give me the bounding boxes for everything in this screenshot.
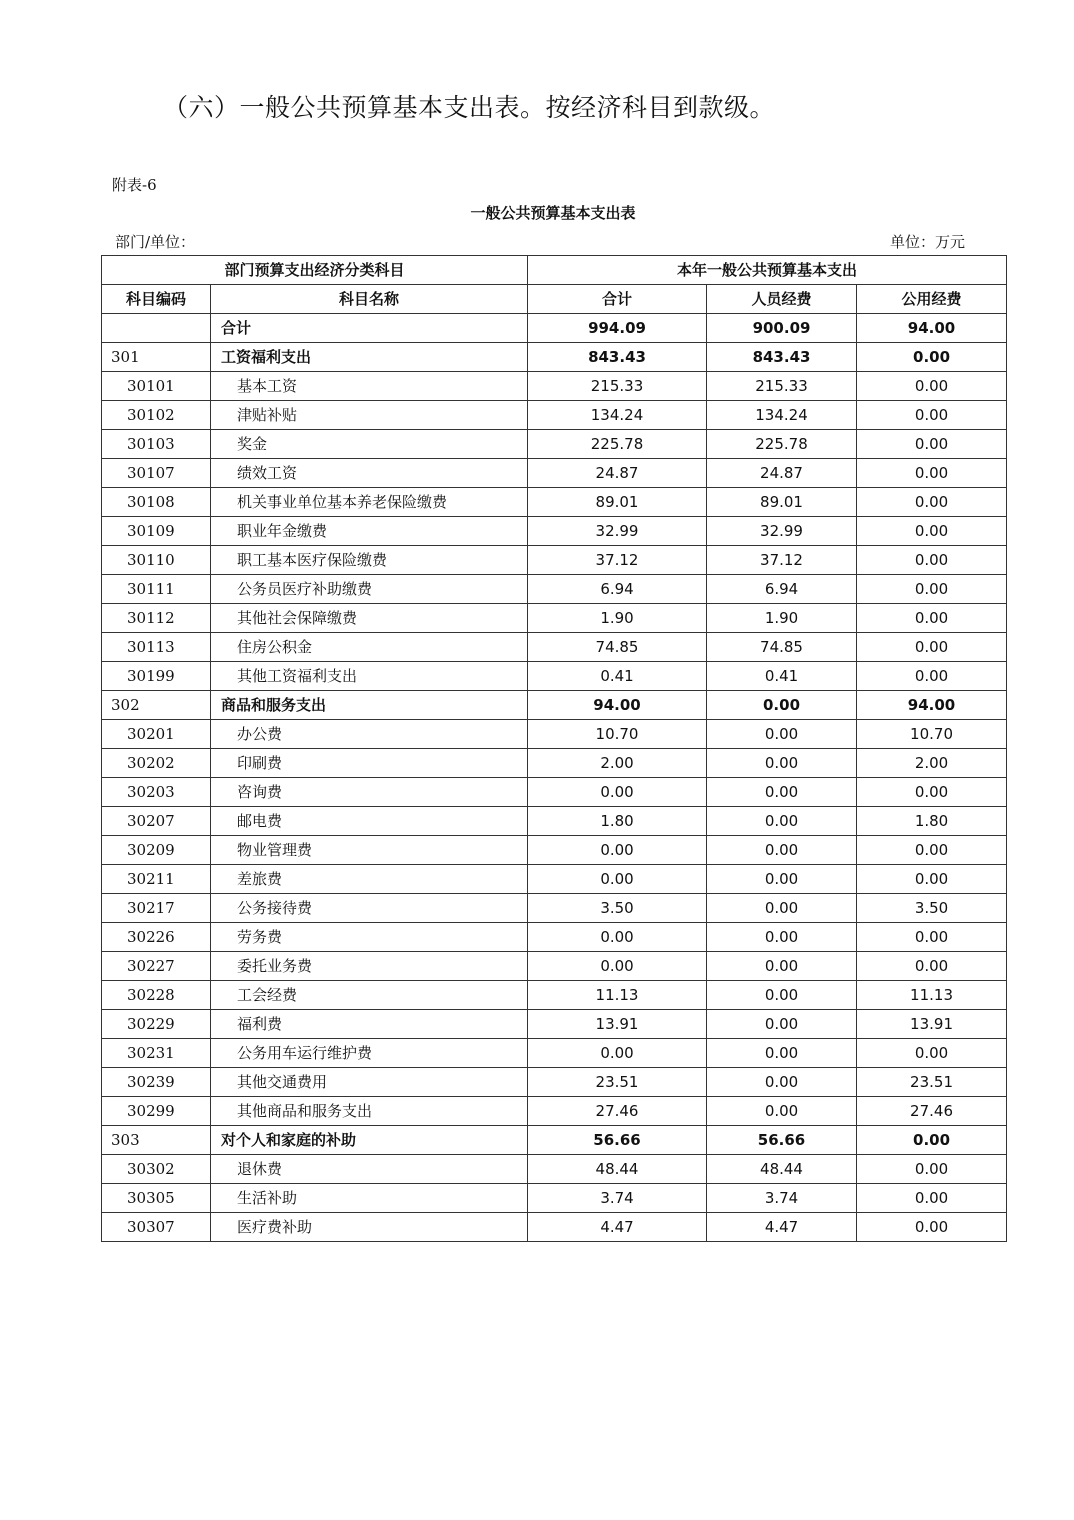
header-public: 公用经费 <box>857 285 1007 314</box>
row-name: 办公费 <box>211 720 528 749</box>
table-row <box>102 604 1007 633</box>
row-personnel: 0.00 <box>707 691 857 720</box>
row-personnel: 0.41 <box>707 662 857 691</box>
row-name: 基本工资 <box>211 372 528 401</box>
row-public: 0.00 <box>857 836 1007 865</box>
row-public: 0.00 <box>857 1155 1007 1184</box>
row-code: 30108 <box>102 488 211 517</box>
row-personnel: 56.66 <box>707 1126 857 1155</box>
row-personnel: 900.09 <box>707 314 857 343</box>
row-name: 对个人和家庭的补助 <box>211 1126 528 1155</box>
table-row <box>102 778 1007 807</box>
row-code: 30217 <box>102 894 211 923</box>
table-row <box>102 546 1007 575</box>
row-personnel: 215.33 <box>707 372 857 401</box>
row-name: 公务接待费 <box>211 894 528 923</box>
table-row <box>102 952 1007 981</box>
row-public: 1.80 <box>857 807 1007 836</box>
row-public: 0.00 <box>857 778 1007 807</box>
row-total: 134.24 <box>528 401 707 430</box>
row-public: 0.00 <box>857 923 1007 952</box>
row-personnel: 0.00 <box>707 952 857 981</box>
table-row <box>102 633 1007 662</box>
row-code: 302 <box>102 691 211 720</box>
table-row <box>102 430 1007 459</box>
row-code: 30112 <box>102 604 211 633</box>
row-code: 30207 <box>102 807 211 836</box>
row-public: 0.00 <box>857 604 1007 633</box>
row-code: 30226 <box>102 923 211 952</box>
row-public: 94.00 <box>857 691 1007 720</box>
table-row <box>102 314 1007 343</box>
row-public: 0.00 <box>857 865 1007 894</box>
row-total: 32.99 <box>528 517 707 546</box>
row-personnel: 24.87 <box>707 459 857 488</box>
row-total: 11.13 <box>528 981 707 1010</box>
page-heading: （六）一般公共预算基本支出表。按经济科目到款级。 <box>163 93 776 122</box>
row-name: 其他工资福利支出 <box>211 662 528 691</box>
row-total: 48.44 <box>528 1155 707 1184</box>
row-name: 差旅费 <box>211 865 528 894</box>
table-row <box>102 488 1007 517</box>
row-name: 生活补助 <box>211 1184 528 1213</box>
row-name: 劳务费 <box>211 923 528 952</box>
row-total: 0.00 <box>528 836 707 865</box>
row-public: 27.46 <box>857 1097 1007 1126</box>
row-code: 30227 <box>102 952 211 981</box>
row-code: 301 <box>102 343 211 372</box>
table-row <box>102 1097 1007 1126</box>
department-label: 部门/单位： <box>115 233 196 251</box>
row-code: 30102 <box>102 401 211 430</box>
row-name: 物业管理费 <box>211 836 528 865</box>
row-total: 2.00 <box>528 749 707 778</box>
row-name: 其他交通费用 <box>211 1068 528 1097</box>
row-personnel: 843.43 <box>707 343 857 372</box>
row-public: 0.00 <box>857 343 1007 372</box>
row-personnel: 0.00 <box>707 778 857 807</box>
header-economic-category: 部门预算支出经济分类科目 <box>102 256 528 285</box>
row-total: 215.33 <box>528 372 707 401</box>
table-row <box>102 459 1007 488</box>
row-public: 13.91 <box>857 1010 1007 1039</box>
row-code: 30307 <box>102 1213 211 1242</box>
row-name: 商品和服务支出 <box>211 691 528 720</box>
header-row-group <box>102 256 1007 285</box>
row-code: 30199 <box>102 662 211 691</box>
row-code <box>102 314 211 343</box>
table-row <box>102 401 1007 430</box>
row-total: 225.78 <box>528 430 707 459</box>
row-total: 0.00 <box>528 952 707 981</box>
row-public: 0.00 <box>857 401 1007 430</box>
row-total: 3.74 <box>528 1184 707 1213</box>
row-public: 0.00 <box>857 1126 1007 1155</box>
table-row <box>102 517 1007 546</box>
row-name: 医疗费补助 <box>211 1213 528 1242</box>
row-code: 30239 <box>102 1068 211 1097</box>
row-total: 0.00 <box>528 865 707 894</box>
row-total: 56.66 <box>528 1126 707 1155</box>
row-total: 4.47 <box>528 1213 707 1242</box>
annex-label: 附表-6 <box>112 176 157 194</box>
row-total: 23.51 <box>528 1068 707 1097</box>
row-public: 0.00 <box>857 1184 1007 1213</box>
table-row <box>102 1068 1007 1097</box>
row-public: 0.00 <box>857 662 1007 691</box>
table-row <box>102 836 1007 865</box>
row-name: 公务用车运行维护费 <box>211 1039 528 1068</box>
row-personnel: 0.00 <box>707 1039 857 1068</box>
row-personnel: 0.00 <box>707 894 857 923</box>
row-code: 30231 <box>102 1039 211 1068</box>
table-row <box>102 1039 1007 1068</box>
row-public: 0.00 <box>857 517 1007 546</box>
table-row <box>102 807 1007 836</box>
header-code: 科目编码 <box>102 285 211 314</box>
row-total: 0.00 <box>528 923 707 952</box>
row-personnel: 0.00 <box>707 1097 857 1126</box>
row-total: 843.43 <box>528 343 707 372</box>
row-personnel: 0.00 <box>707 807 857 836</box>
table-row <box>102 372 1007 401</box>
header-row-columns <box>102 285 1007 314</box>
row-public: 0.00 <box>857 430 1007 459</box>
row-total: 1.80 <box>528 807 707 836</box>
row-code: 303 <box>102 1126 211 1155</box>
row-name: 机关事业单位基本养老保险缴费 <box>211 488 528 517</box>
table-row <box>102 1126 1007 1155</box>
row-name: 津贴补贴 <box>211 401 528 430</box>
row-total: 1.90 <box>528 604 707 633</box>
row-name: 其他社会保障缴费 <box>211 604 528 633</box>
row-public: 0.00 <box>857 488 1007 517</box>
row-code: 30305 <box>102 1184 211 1213</box>
row-public: 10.70 <box>857 720 1007 749</box>
row-name: 合计 <box>211 314 528 343</box>
row-public: 11.13 <box>857 981 1007 1010</box>
table-row <box>102 749 1007 778</box>
row-personnel: 225.78 <box>707 430 857 459</box>
row-public: 3.50 <box>857 894 1007 923</box>
row-code: 30229 <box>102 1010 211 1039</box>
row-name: 奖金 <box>211 430 528 459</box>
row-code: 30203 <box>102 778 211 807</box>
row-personnel: 134.24 <box>707 401 857 430</box>
table-row <box>102 1155 1007 1184</box>
row-name: 职业年金缴费 <box>211 517 528 546</box>
table-row <box>102 1213 1007 1242</box>
row-personnel: 4.47 <box>707 1213 857 1242</box>
row-name: 工资福利支出 <box>211 343 528 372</box>
row-personnel: 0.00 <box>707 720 857 749</box>
header-personnel: 人员经费 <box>707 285 857 314</box>
row-public: 0.00 <box>857 575 1007 604</box>
row-name: 工会经费 <box>211 981 528 1010</box>
row-personnel: 48.44 <box>707 1155 857 1184</box>
row-total: 3.50 <box>528 894 707 923</box>
row-public: 23.51 <box>857 1068 1007 1097</box>
budget-table <box>101 255 1007 1242</box>
table-row <box>102 720 1007 749</box>
row-total: 74.85 <box>528 633 707 662</box>
row-name: 公务员医疗补助缴费 <box>211 575 528 604</box>
row-personnel: 0.00 <box>707 836 857 865</box>
row-name: 退休费 <box>211 1155 528 1184</box>
row-total: 0.00 <box>528 778 707 807</box>
row-personnel: 32.99 <box>707 517 857 546</box>
table-row <box>102 691 1007 720</box>
row-total: 27.46 <box>528 1097 707 1126</box>
row-public: 0.00 <box>857 372 1007 401</box>
table-row <box>102 343 1007 372</box>
row-personnel: 37.12 <box>707 546 857 575</box>
row-name: 其他商品和服务支出 <box>211 1097 528 1126</box>
row-code: 30202 <box>102 749 211 778</box>
row-code: 30211 <box>102 865 211 894</box>
row-total: 89.01 <box>528 488 707 517</box>
row-total: 0.41 <box>528 662 707 691</box>
row-personnel: 89.01 <box>707 488 857 517</box>
row-total: 24.87 <box>528 459 707 488</box>
row-name: 住房公积金 <box>211 633 528 662</box>
table-row <box>102 981 1007 1010</box>
row-total: 994.09 <box>528 314 707 343</box>
row-code: 30299 <box>102 1097 211 1126</box>
row-total: 13.91 <box>528 1010 707 1039</box>
row-personnel: 74.85 <box>707 633 857 662</box>
row-public: 0.00 <box>857 546 1007 575</box>
row-total: 6.94 <box>528 575 707 604</box>
row-public: 0.00 <box>857 1213 1007 1242</box>
row-total: 0.00 <box>528 1039 707 1068</box>
unit-label: 单位：万元 <box>890 233 966 251</box>
row-name: 委托业务费 <box>211 952 528 981</box>
row-personnel: 0.00 <box>707 1068 857 1097</box>
row-personnel: 0.00 <box>707 981 857 1010</box>
table-row <box>102 575 1007 604</box>
header-name: 科目名称 <box>211 285 528 314</box>
row-code: 30103 <box>102 430 211 459</box>
row-code: 30228 <box>102 981 211 1010</box>
row-code: 30110 <box>102 546 211 575</box>
row-name: 职工基本医疗保险缴费 <box>211 546 528 575</box>
row-code: 30302 <box>102 1155 211 1184</box>
row-personnel: 0.00 <box>707 923 857 952</box>
row-code: 30209 <box>102 836 211 865</box>
row-name: 邮电费 <box>211 807 528 836</box>
row-personnel: 6.94 <box>707 575 857 604</box>
row-personnel: 1.90 <box>707 604 857 633</box>
row-name: 印刷费 <box>211 749 528 778</box>
table-row <box>102 865 1007 894</box>
row-public: 2.00 <box>857 749 1007 778</box>
row-personnel: 0.00 <box>707 865 857 894</box>
row-code: 30107 <box>102 459 211 488</box>
row-total: 10.70 <box>528 720 707 749</box>
row-code: 30201 <box>102 720 211 749</box>
table-row <box>102 1010 1007 1039</box>
table-row <box>102 923 1007 952</box>
table-title: 一般公共预算基本支出表 <box>470 204 636 222</box>
row-personnel: 3.74 <box>707 1184 857 1213</box>
row-name: 绩效工资 <box>211 459 528 488</box>
row-code: 30113 <box>102 633 211 662</box>
header-basic-expenditure: 本年一般公共预算基本支出 <box>528 256 1007 285</box>
table-row <box>102 1184 1007 1213</box>
row-code: 30111 <box>102 575 211 604</box>
row-name: 咨询费 <box>211 778 528 807</box>
row-public: 0.00 <box>857 459 1007 488</box>
row-code: 30101 <box>102 372 211 401</box>
row-total: 37.12 <box>528 546 707 575</box>
row-public: 0.00 <box>857 633 1007 662</box>
row-name: 福利费 <box>211 1010 528 1039</box>
table-row <box>102 894 1007 923</box>
row-code: 30109 <box>102 517 211 546</box>
header-total: 合计 <box>528 285 707 314</box>
table-row <box>102 662 1007 691</box>
row-public: 0.00 <box>857 1039 1007 1068</box>
row-personnel: 0.00 <box>707 1010 857 1039</box>
row-public: 94.00 <box>857 314 1007 343</box>
row-total: 94.00 <box>528 691 707 720</box>
row-personnel: 0.00 <box>707 749 857 778</box>
row-public: 0.00 <box>857 952 1007 981</box>
